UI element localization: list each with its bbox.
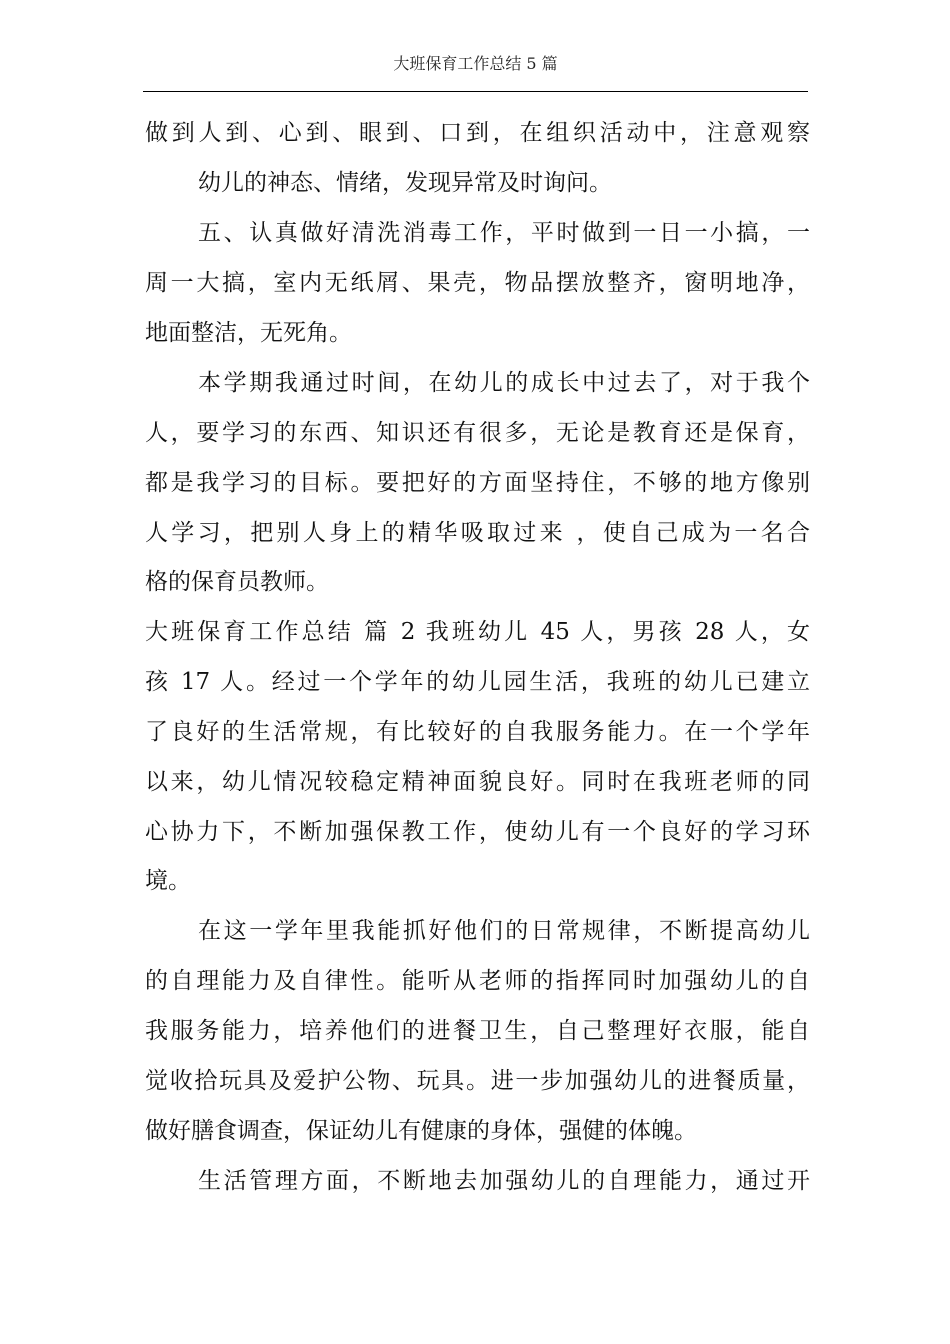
- body-line-18: 的自理能力及自律性。能听从老师的指挥同时加强幼儿的自: [145, 968, 810, 994]
- body-line-5: 地面整洁，无死角。: [145, 320, 352, 346]
- body-line-3: 五、认真做好清洗消毒工作，平时做到一日一小搞，一: [198, 220, 810, 246]
- body-line-10: 格的保育员教师。: [145, 569, 329, 595]
- body-line-6: 本学期我通过时间，在幼儿的成长中过去了，对于我个: [198, 370, 810, 396]
- body-line-15: 心协力下，不断加强保教工作，使幼儿有一个良好的学习环: [145, 819, 810, 845]
- body-line-14: 以来，幼儿情况较稳定精神面貌良好。同时在我班老师的同: [145, 769, 810, 795]
- header-divider: [143, 91, 808, 92]
- section-heading-line: 大班保育工作总结 篇 2 我班幼儿 45 人，男孩 28 人，女: [145, 619, 810, 645]
- body-line-8: 都是我学习的目标。要把好的方面坚持住，不够的地方像别: [145, 470, 810, 496]
- body-line-4: 周一大搞，室内无纸屑、果壳，物品摆放整齐，窗明地净，: [145, 270, 810, 296]
- body-line-20: 觉收拾玩具及爱护公物、玩具。进一步加强幼儿的进餐质量，: [145, 1068, 810, 1094]
- page-header-title: 大班保育工作总结 5 篇: [393, 54, 558, 73]
- body-line-1: 做到人到、心到、眼到、口到，在组织活动中，注意观察: [145, 120, 810, 146]
- body-line-17: 在这一学年里我能抓好他们的日常规律，不断提高幼儿: [198, 918, 810, 944]
- body-line-12: 孩 17 人。经过一个学年的幼儿园生活，我班的幼儿已建立: [145, 669, 810, 695]
- body-line-21: 做好膳食调查，保证幼儿有健康的身体，强健的体魄。: [145, 1118, 697, 1144]
- body-line-7: 人，要学习的东西、知识还有很多，无论是教育还是保育，: [145, 420, 810, 446]
- body-line-9: 人学习，把别人身上的精华吸取过来 ，使自己成为一名合: [145, 520, 810, 546]
- body-line-22: 生活管理方面，不断地去加强幼儿的自理能力，通过开: [198, 1168, 810, 1194]
- body-line-19: 我服务能力，培养他们的进餐卫生，自己整理好衣服，能自: [145, 1018, 810, 1044]
- body-line-2: 幼儿的神态、情绪，发现异常及时询问。: [198, 170, 612, 196]
- body-line-16: 境。: [145, 868, 191, 894]
- body-line-13: 了良好的生活常规，有比较好的自我服务能力。在一个学年: [145, 719, 810, 745]
